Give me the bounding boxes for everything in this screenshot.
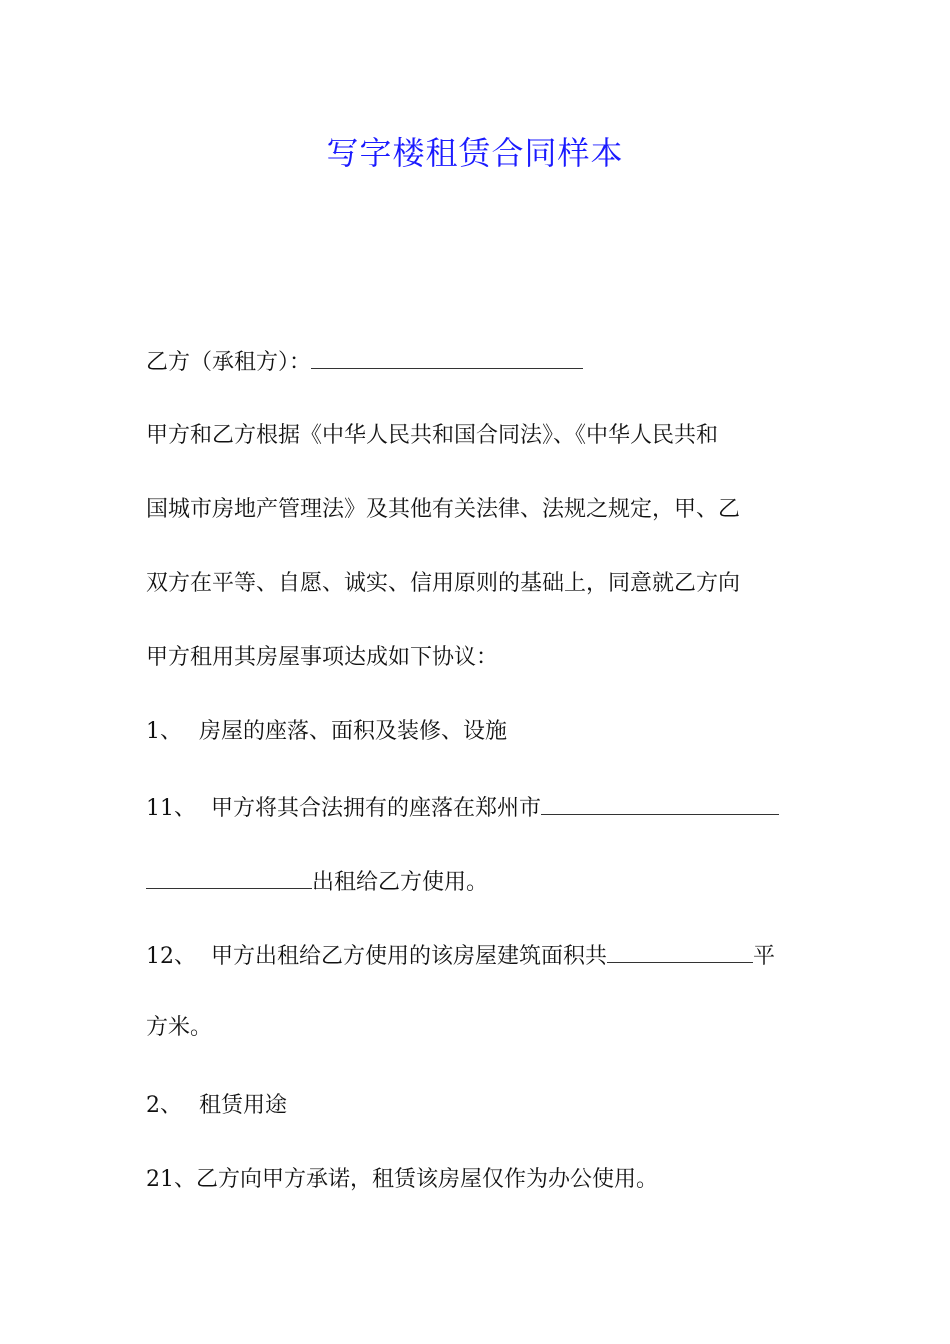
item-11-line-1 [146,786,816,829]
item-21-line: 21、乙方向甲方承诺，租赁该房屋仅作为办公使用。 [146,1167,658,1192]
item-11-text: 甲方将其合法拥有的座落在郑州市 [211,796,542,821]
item-12-text: 甲方出租给乙方使用的该房屋建筑面积共 [211,944,608,969]
item-11-line-2 [146,860,816,903]
item-11-text-after: 出租给乙方使用。 [312,870,489,895]
item-12-line-1 [146,934,816,977]
item-12-number: 12、 [146,944,196,969]
item-12-text-mid: 平 [753,944,776,969]
party-b-line [146,340,816,383]
section-1-heading [146,712,816,752]
section-2-number: 2、 [146,1093,182,1118]
intro-line-3: 双方在平等、自愿、诚实、信用原则的基础上，同意就乙方向 [146,571,741,596]
section-1-number: 1、 [146,719,182,744]
document-title: 写字楼租赁合同样本 [326,134,624,172]
section-1-title: 房屋的座落、面积及装修、设施 [199,719,508,744]
section-2-heading [146,1086,816,1126]
item-12-line-2: 方米。 [146,1015,213,1040]
section-2-title: 租赁用途 [199,1093,288,1118]
party-b-blank[interactable] [311,340,583,369]
item-11-number: 11、 [146,796,196,821]
intro-line-1: 甲方和乙方根据《中华人民共和国合同法》、《中华人民共和 [146,423,719,448]
party-b-label: 乙方（承租方）： [146,350,312,375]
item-12-area-blank[interactable] [607,934,753,963]
item-11-address-blank[interactable] [541,786,779,815]
intro-line-2: 国城市房地产管理法》及其他有关法律、法规之规定，甲、乙 [146,497,741,522]
item-11-address-blank-cont[interactable] [146,860,312,889]
intro-line-4: 甲方租用其房屋事项达成如下协议： [146,645,499,670]
